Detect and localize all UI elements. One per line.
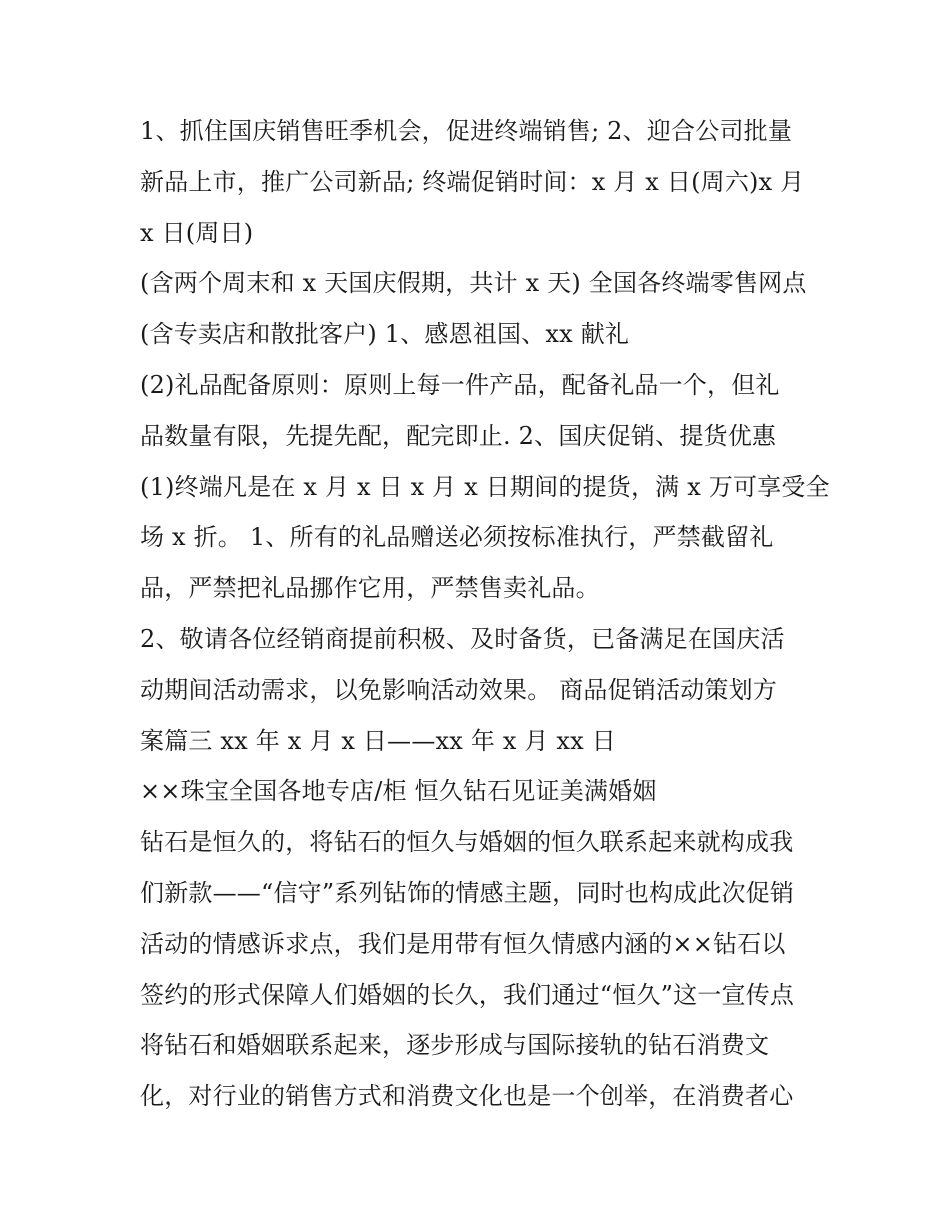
text-line-3: x 日(周日) [140,218,254,247]
text-line-1: 1、抓住国庆销售旺季机会，促进终端销售; 2、迎合公司批量 [140,117,793,145]
text-line-2: 新品上市，推广公司新品; 终端促销时间：x 月 x 日(周六)x 月 [140,167,805,196]
text-line-15: 钻石是恒久的，将钻石的恒久与婚姻的恒久联系起来就构成我 [140,828,794,857]
text-line-17: 活动的情感诉求点，我们是用带有恒久情感内涵的××钻石以 [140,929,786,958]
text-line-13: 案篇三 xx 年 x 月 x 日——xx 年 x 月 xx 日 [140,726,616,755]
text-line-19: 将钻石和婚姻联系起来，逐步形成与国际接轨的钻石消费文 [140,1031,770,1060]
text-line-10: 品，严禁把礼品挪作它用，严禁售卖礼品。 [140,574,600,603]
text-line-9: 场 x 折。 1、所有的礼品赠送必须按标准执行，严禁截留礼 [140,523,774,552]
text-line-4: (含两个周末和 x 天国庆假期，共计 x 天) 全国各终端零售网点 [140,269,807,298]
text-line-18: 签约的形式保障人们婚姻的长久，我们通过“恒久”这一宣传点 [140,980,795,1009]
text-line-6: (2)礼品配备原则：原则上每一件产品，配备礼品一个，但礼 [140,370,780,399]
document-body [140,106,840,1122]
text-line-7: 品数量有限，先提先配，配完即止. 2、国庆促销、提货优惠 [140,421,777,450]
text-line-20: 化，对行业的销售方式和消费文化也是一个创举，在消费者心 [140,1082,794,1111]
text-line-5: (含专卖店和散批客户) 1、感恩祖国、xx 献礼 [140,320,630,349]
text-line-16: 们新款——“信守”系列钻饰的情感主题，同时也构成此次促销 [140,878,795,907]
text-line-12: 动期间活动需求，以免影响活动效果。 商品促销活动策划方 [140,675,778,704]
text-line-8: (1)终端凡是在 x 月 x 日 x 月 x 日期间的提货，满 x 万可享受全 [140,472,830,501]
text-line-11: 2、敬请各位经销商提前积极、及时备货，已备满足在国庆活 [140,624,785,653]
text-line-14: ××珠宝全国各地专店/柜 恒久钻石见证美满婚姻 [140,777,657,806]
